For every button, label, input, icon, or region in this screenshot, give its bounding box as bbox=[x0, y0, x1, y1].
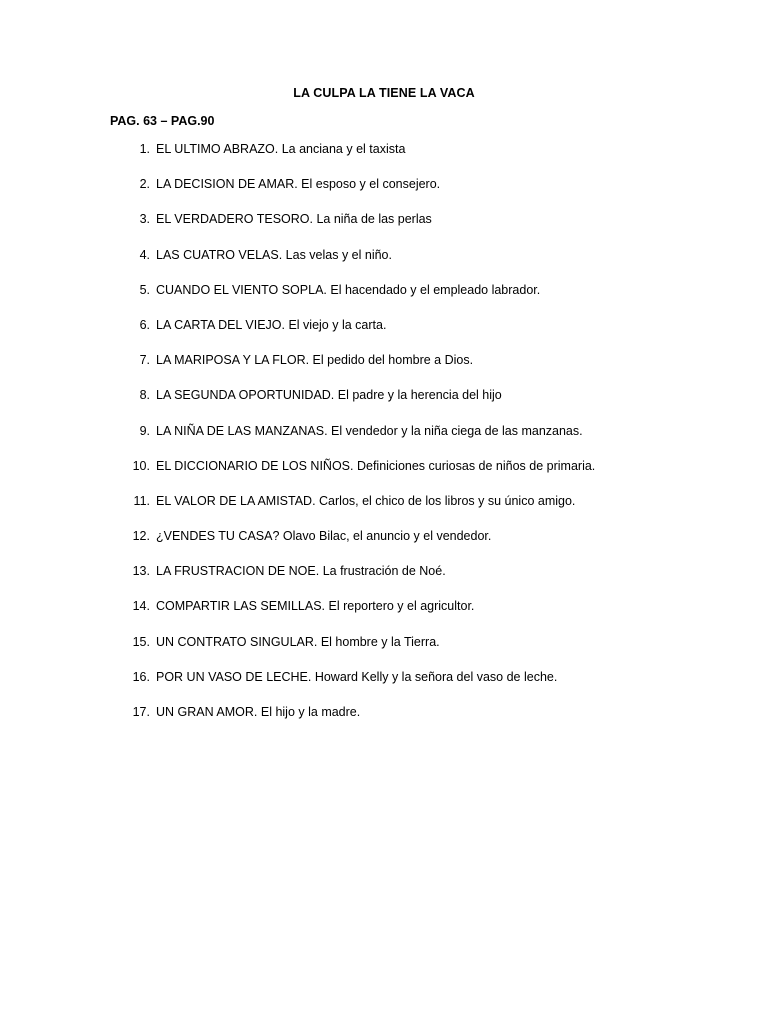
page-range: PAG. 63 – PAG.90 bbox=[110, 114, 215, 128]
list-item-number: 1. bbox=[139, 142, 150, 156]
list-item-number: 3. bbox=[139, 212, 150, 227]
list-item-text: EL ULTIMO ABRAZO. La anciana y el taxista bbox=[156, 142, 406, 156]
list-item-number: 8. bbox=[139, 388, 150, 403]
list-item-number: 16. bbox=[132, 669, 150, 684]
list-item-text: CUANDO EL VIENTO SOPLA. El hacendado y el empleado labrador. bbox=[156, 282, 541, 297]
list-item-number: 13. bbox=[132, 564, 150, 579]
list-item-text: UN CONTRATO SINGULAR. El hombre y la Tierra. bbox=[156, 634, 440, 649]
list-item-text: EL DICCIONARIO DE LOS NIÑOS. Definiciones curiosas de niños de primaria. bbox=[156, 458, 596, 473]
list-item-number: 12. bbox=[132, 529, 150, 544]
list-item-number: 17. bbox=[132, 705, 150, 719]
list-item-number: 10. bbox=[132, 458, 150, 473]
list-item-text: LA SEGUNDA OPORTUNIDAD. El padre y la herencia del hijo bbox=[156, 388, 502, 403]
list-item-number: 15. bbox=[132, 634, 150, 649]
document-title: LA CULPA LA TIENE LA VACA bbox=[293, 86, 475, 100]
list-item-text: LA CARTA DEL VIEJO. El viejo y la carta. bbox=[156, 317, 387, 332]
list-item-number: 4. bbox=[139, 247, 150, 262]
list-item-number: 6. bbox=[139, 317, 150, 332]
list-item-text: POR UN VASO DE LECHE. Howard Kelly y la señora del vaso de leche. bbox=[156, 669, 558, 684]
list-item-number: 7. bbox=[139, 353, 150, 368]
list-item-number: 2. bbox=[139, 177, 150, 192]
list-item-text: UN GRAN AMOR. El hijo y la madre. bbox=[156, 705, 361, 719]
list-item-number: 14. bbox=[132, 599, 150, 614]
list-item-number: 5. bbox=[139, 282, 150, 297]
list-item-text: LA NIÑA DE LAS MANZANAS. El vendedor y la niña ciega de las manzanas. bbox=[156, 423, 583, 438]
list-item-number: 11. bbox=[133, 493, 150, 508]
list-item-text: COMPARTIR LAS SEMILLAS. El reportero y el agricultor. bbox=[156, 599, 475, 614]
list-item-text: LAS CUATRO VELAS. Las velas y el niño. bbox=[156, 247, 392, 262]
list-item-number: 9. bbox=[139, 423, 150, 438]
list-item-text: ¿VENDES TU CASA? Olavo Bilac, el anuncio y el vendedor. bbox=[156, 529, 492, 544]
list-item-text: EL VERDADERO TESORO. La niña de las perlas bbox=[156, 212, 432, 227]
list-item-text: LA DECISION DE AMAR. El esposo y el consejero. bbox=[156, 177, 441, 192]
list-item-text: LA FRUSTRACION DE NOE. La frustración de Noé. bbox=[156, 564, 446, 579]
list-item-text: LA MARIPOSA Y LA FLOR. El pedido del hombre a Dios. bbox=[156, 353, 474, 368]
list-item-text: EL VALOR DE LA AMISTAD. Carlos, el chico de los libros y su único amigo. bbox=[156, 493, 576, 508]
